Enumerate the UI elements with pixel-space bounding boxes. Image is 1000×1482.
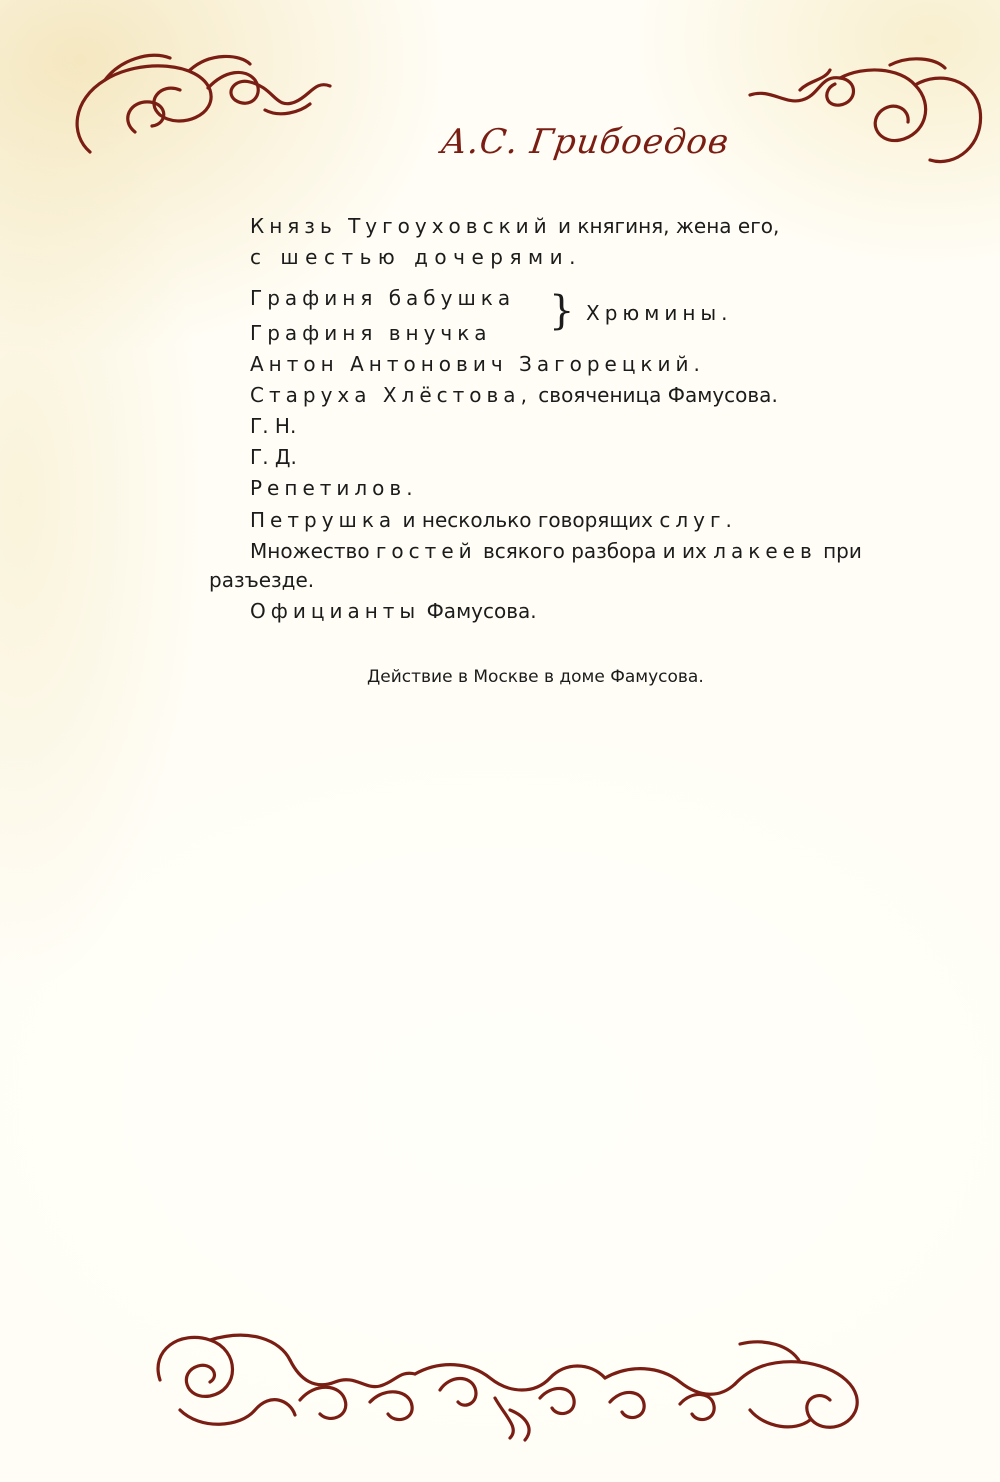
text-segment: при [816, 539, 862, 563]
text-segment: всякого разбора и их [476, 539, 714, 563]
bottom-flourish-border-ornament [140, 1320, 880, 1450]
author-signature: А.С. Грибоедов [438, 122, 732, 162]
cast-group-khryuminy: Хрюмины. [586, 301, 733, 325]
top-left-flourish-ornament [60, 40, 340, 170]
character-name: Официанты [250, 599, 421, 623]
cast-line-daughters: с шестью дочерями. [250, 245, 582, 269]
character-desc: и княгиня, жена его, [551, 214, 780, 238]
text-segment-spaced: лакеев [713, 539, 817, 563]
cast-line-grafinya-vnuchka: Графиня внучка [250, 321, 492, 345]
cast-line-waiters [250, 598, 537, 624]
cast-line-petrushka [250, 507, 737, 533]
setting-note: Действие в Москве в доме Фамусова. [367, 667, 704, 687]
text-segment: Множество [250, 539, 376, 563]
character-desc: и несколько говорящих [396, 508, 660, 532]
cast-line-tugoukhovsky [250, 213, 779, 239]
text-segment-spaced: гостей [375, 539, 477, 563]
cast-line-khlestova [250, 382, 778, 408]
cast-line-guests [250, 538, 862, 564]
cast-line-repetilov: Репетилов. [250, 476, 418, 500]
cast-line-gn: Г. Н. [250, 414, 297, 438]
curly-brace: } [549, 288, 575, 334]
cast-line-guests-continuation: разъезде. [209, 568, 315, 592]
character-desc-spaced: слуг. [659, 508, 737, 532]
character-desc: свояченица Фамусова. [531, 383, 778, 407]
cast-line-grafinya-babushka: Графиня бабушка [250, 286, 516, 310]
cast-line-zagoretsky: Антон Антонович Загорецкий. [250, 352, 705, 376]
top-right-flourish-ornament [740, 50, 1000, 180]
character-name: Старуха Хлёстова, [250, 383, 532, 407]
character-name: Петрушка [250, 508, 397, 532]
cast-line-gd: Г. Д. [250, 445, 297, 469]
character-name: Князь Тугоуховский [250, 214, 552, 238]
character-desc: Фамусова. [420, 599, 537, 623]
